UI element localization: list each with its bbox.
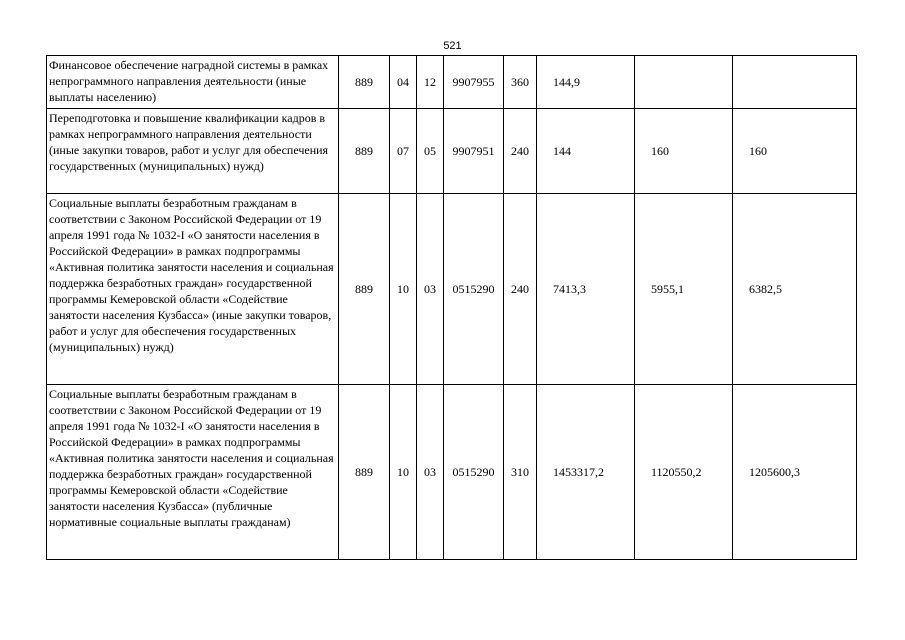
row-description: Социальные выплаты безработным гражданам в соответствии с Законом Российской Федерации от 19 апреля 1991 года № 1032-I «О занятости населения в Российской Федерации» в рамках подпрограммы «Активная политика занятости населения и социальная поддержка безработных граждан» государственной программы Кемеровской области «Содействие занятости населения Кузбасса» (иные закупки товаров, работ и услуг для обеспечения государственных (муниципальных) нужд) (47, 194, 339, 385)
ministry-code: 889 (339, 109, 390, 194)
table-row (47, 385, 857, 560)
sum-year-3: 160 (733, 109, 857, 194)
sum-year-3 (733, 56, 857, 109)
page-number: 521 (443, 40, 462, 52)
section-code: 10 (390, 385, 417, 560)
subsection-code: 05 (417, 109, 444, 194)
table-row (47, 194, 857, 385)
sum-year-2: 160 (635, 109, 733, 194)
sum-year-2 (635, 56, 733, 109)
target-article-code: 9907951 (444, 109, 504, 194)
section-code: 04 (390, 56, 417, 109)
target-article-code: 0515290 (444, 385, 504, 560)
row-description: Переподготовка и повышение квалификации кадров в рамках непрограммного направления деятельности (иные закупки товаров, работ и услуг для обеспечения государственных (муниципальных) нужд) (47, 109, 339, 194)
ministry-code: 889 (339, 385, 390, 560)
subsection-code: 03 (417, 385, 444, 560)
table-row (47, 109, 857, 194)
expense-type-code: 360 (504, 56, 537, 109)
sum-year-1: 7413,3 (537, 194, 635, 385)
sum-year-1: 1453317,2 (537, 385, 635, 560)
budget-table (46, 55, 857, 560)
sum-year-1: 144,9 (537, 56, 635, 109)
expense-type-code: 310 (504, 385, 537, 560)
expense-type-code: 240 (504, 109, 537, 194)
ministry-code: 889 (339, 56, 390, 109)
sum-year-3: 1205600,3 (733, 385, 857, 560)
subsection-code: 03 (417, 194, 444, 385)
row-description: Социальные выплаты безработным гражданам в соответствии с Законом Российской Федерации от 19 апреля 1991 года № 1032-I «О занятости населения в Российской Федерации» в рамках подпрограммы «Активная политика занятости населения и социальная поддержка безработных граждан» государственной программы Кемеровской области «Содействие занятости населения Кузбасса» (публичные нормативные социальные выплаты гражданам) (47, 385, 339, 560)
expense-type-code: 240 (504, 194, 537, 385)
ministry-code: 889 (339, 194, 390, 385)
table-row (47, 56, 857, 109)
sum-year-3: 6382,5 (733, 194, 857, 385)
row-description: Финансовое обеспечение наградной системы в рамках непрограммного направления деятельности (иные выплаты населению) (47, 56, 339, 109)
sum-year-2: 1120550,2 (635, 385, 733, 560)
section-code: 07 (390, 109, 417, 194)
section-code: 10 (390, 194, 417, 385)
sum-year-2: 5955,1 (635, 194, 733, 385)
target-article-code: 9907955 (444, 56, 504, 109)
subsection-code: 12 (417, 56, 444, 109)
sum-year-1: 144 (537, 109, 635, 194)
target-article-code: 0515290 (444, 194, 504, 385)
